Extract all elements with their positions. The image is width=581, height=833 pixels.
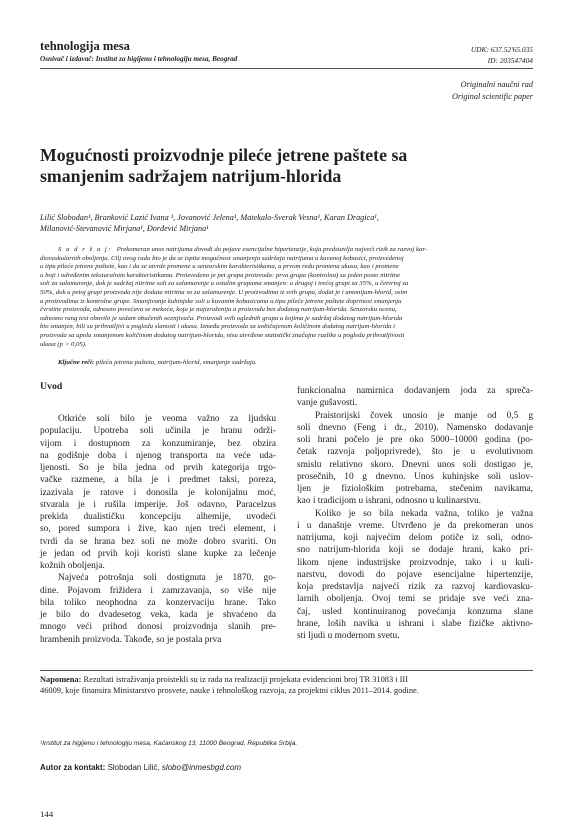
- text-line: bila toliko neophodna za konzervaciju hrane. Tako: [40, 597, 276, 608]
- text-line: funkcionalna namirnica dodavanjem joda za spreča-: [297, 386, 533, 396]
- text-line: kožnih oboljenja.: [40, 561, 105, 571]
- body-column-left: [40, 413, 276, 646]
- affiliation-footnote: ¹Institut za higijenu i tehnologiju mesa, Kaćanskog 13, 11000 Beograd, Republika Srbija.: [40, 740, 298, 747]
- text-line: soli dnevno (Feng i dr., 2010). Namensko dodavanje: [297, 422, 533, 433]
- text-line: izazivala je ratove i donosila je kolonijalnu moć,: [40, 487, 276, 498]
- text-line: na godišnje doba i njenog transporta na veće uda-: [40, 450, 276, 461]
- udk-code: UDK: 637.52'65.035: [470, 45, 533, 54]
- text-line: i u današnje vreme. Utvrđeno je da prekomeran unos: [297, 520, 533, 531]
- abstract-line: čvrstine proizvoda, odnosno povećava se mekoća, koja je najizraženija u proizvodu bez dodatog natrijum-hlorida. Senzorsku ocenu,: [40, 306, 397, 314]
- text-line: koja predstavlja najveći rizik za razvoj kardiovasku-: [297, 582, 533, 592]
- paragraph: [40, 413, 276, 572]
- text-line: vijom i dostupnom za konzumiranje, bez obzira: [40, 438, 276, 449]
- text-line: ljen je fiziološkim potrebama, stečenim navikama,: [297, 484, 533, 494]
- abstract-line: 50%, dok u petoj grupi proizvoda nije dodata nitritna so za salamurenje. U proizvodima iz svih grupa, dodat je i amonijum-hlorid, osim: [40, 288, 408, 296]
- text-line: tvrdi da se hrana bez soli ne može dobro svariti. On: [40, 536, 276, 547]
- title-line: Mogućnosti proizvodnje pileće jetrene paštete sa: [40, 145, 408, 165]
- text-line: stvarala je i rušila imperije. Još odavno, Paracelzus: [40, 499, 276, 510]
- abstract-line: u tipu pileće jetrene paštete, kao i da se utvrde promene u senzorskim karakteristikama, u prvom redu promena ukusa, kao i promene: [40, 263, 399, 271]
- authors-line: Lilić Slobodan¹, Branković Lazić Ivana ¹, Jovanović Jelena¹, Matekalo-Sverak Vesna¹, Karan Dragica¹,: [40, 213, 379, 222]
- paper-type-english: Original scientific paper: [452, 92, 533, 101]
- text-line: vanje gušavosti.: [297, 398, 358, 409]
- section-heading: Uvod: [40, 381, 63, 392]
- abstract-body: [40, 246, 427, 348]
- abstract-line: odnosno rang test obavilo je sedam obučenih ocenjivača. Proizvodi svih oglednih grupa u kojima je sadržaj dodatog natrijum-hlorida: [40, 314, 403, 322]
- page-number: 144: [40, 809, 54, 819]
- note-line: 46009, koje finansira Ministarstvo prosvete, nauke i tehnološkog razvoja, za projektni ciklus 2011–2014. godine.: [40, 686, 419, 695]
- text-line: populaciju. Upotreba soli učinila je hranu održi-: [40, 426, 276, 437]
- text-line: četak razvoja poljoprivrede), što je u evolutivnom: [297, 447, 533, 458]
- body-column-right: [297, 385, 533, 642]
- contact-label: Autor za kontakt:: [40, 763, 106, 772]
- text-line: smislu relativno skoro. Dnevni unos soli dostigao je,: [297, 459, 533, 470]
- abstract-line: proizvoda sa upola smanjenom količinom dodatog natrijum-hlorida, nisu utvrđene statistički značajne razlike u pogledu prihvatljivosti: [40, 331, 405, 339]
- text-line: ljenosti. So je bila jedna od prvih kategorija trgo-: [40, 463, 276, 473]
- paragraph: [40, 572, 276, 646]
- text-line: je bilo do dvadesetog veka, kada je shvaćeno da: [40, 610, 276, 620]
- text-line: prekida dualističku koncepciju alhemije, uvodeći: [40, 512, 276, 522]
- contact-author: [40, 763, 241, 772]
- text-line: Koliko je so bila nekada važna, toliko je važna: [315, 508, 533, 519]
- paragraph: [297, 385, 533, 410]
- keywords-text: pileća jetrena pašteta, natrijum-hlorid, smanjenje sadržaja.: [94, 359, 257, 366]
- header-rule: [40, 68, 533, 69]
- abstract-line: u proizvodima iz kontrolne grupe. Smanjivanje kuhinjske soli u kuvanim kobasicama u tipu pileće jetrene paštete doprinosi smanjenju: [40, 297, 402, 305]
- title-line: smanjenim sadržajem natrijum-hlorida: [40, 166, 342, 186]
- text-line: vačke razmene, a bila je i predmet taksi, poreza,: [40, 475, 276, 486]
- abstract-line: ukusa (p > 0,05).: [40, 340, 87, 348]
- note-line: Rezultati istraživanja proistekli su iz rada na realizaciji projekata evidencioni broj TR 31083 i III: [81, 675, 409, 684]
- contact-email[interactable]: slobo@inmesbgd.com: [161, 763, 242, 772]
- text-line: Najveća potrošnja soli dostignuta je 1870. go-: [58, 573, 276, 584]
- abstract-lead: S a d r ž a j:: [58, 246, 113, 253]
- abstract-line: diovaskularnih oboljenja. Cilj ovog rada bio je da se ispita mogućnost smanjenja sadržaja natrijuma u kuvanoj kobasici, proizvedenoj: [40, 254, 404, 262]
- text-line: narstvu, dovodi do pojave esencijalne hipertenzije,: [297, 569, 533, 580]
- text-line: čaj, usled kontinuiranog povećanja konzuma slane: [297, 606, 533, 617]
- text-line: prosečnih, 10 g dnevno. Unos kuhinjske soli uslov-: [297, 471, 533, 482]
- abstract-line: soli za salamurenje, dok je sadržaj nitritne soli za salamurenje u ostalim grupama smanjen: u drugoj i trećoj grupi za 35%, u četvrtoj za: [40, 280, 409, 288]
- abstract-line: Prekomeran unos natrijuma dovodi do pojave esencijalne hipertenzije, koja predstavlja najveći rizik za razvoj kar-: [116, 246, 428, 253]
- text-line: kao i tradicijom u ishrani, odnosno u kulinarstvu.: [297, 496, 481, 507]
- abstract-line: bio smanjen, bili su prihvatljivi u pogledu slanosti i ukusa. Između proizvoda sa uobičajenom količinom dodatog natrijum-hlorida i: [40, 323, 396, 331]
- funding-note: [40, 670, 533, 696]
- article-title: [40, 145, 535, 187]
- note-label: Napomena:: [40, 675, 82, 684]
- keywords-label: Ključne reči:: [58, 359, 95, 366]
- text-line: so, pored sumpora i žive, kao njen treći element, i: [40, 524, 276, 535]
- text-line: larnih oboljenja. Ovoj temi se pridaje sve veći zna-: [297, 594, 533, 605]
- paragraph: [297, 508, 533, 643]
- text-line: hrane, loših navika u ishrani i slabe fizičke aktivno-: [297, 618, 533, 629]
- text-line: natrijuma, koji najvećim delom potiče iz soli, odno-: [297, 533, 533, 543]
- text-line: hrambenih proizvoda. Takođe, so je postala prva: [40, 634, 222, 645]
- text-line: Praistorijski čovek unosio je manje od 0,5 g: [315, 410, 533, 421]
- text-line: likom njene industrijske proizvodnje, tako i u kuli-: [297, 557, 533, 568]
- text-line: Otkriće soli bilo je veoma važno za ljudsku: [58, 414, 276, 424]
- keywords: [58, 359, 257, 366]
- text-line: sno natrijum-hlorida koji se dodaje hrani, kako pri-: [297, 545, 533, 556]
- id-number: ID: 203547404: [487, 56, 533, 65]
- authors-line: Milanović-Stevanović Mirjana¹, Đorđević Mirjana¹: [40, 224, 209, 233]
- journal-name: tehnologija mesa: [40, 39, 130, 53]
- text-line: sti ljudi u modernom svetu.: [297, 631, 400, 641]
- author-list: [40, 212, 535, 234]
- publisher-line: Osnivač i izdavač: Institut za higijenu i tehnologiju mesa, Beograd: [40, 55, 238, 63]
- paper-type-serbian: Originalni naučni rad: [460, 80, 533, 89]
- paragraph: [297, 410, 533, 508]
- abstract-line: u boji i određenim teksturalnim karakteristikama. Proizvedeno je pet grupa proizvoda: prva grupa (kontrolna) sa jeden posto nitritne: [40, 271, 401, 279]
- text-line: dine. Pojavom frižidera i zamrzavanja, so više nije: [40, 585, 276, 596]
- text-line: soli hrani počelo je pre oko 5000–10000 godina (po-: [297, 435, 533, 445]
- contact-name: Slobodan Lilić,: [105, 763, 162, 772]
- text-line: je jedan od prvih koji koristi slane kupke za lečenje: [40, 548, 276, 559]
- abstract: [40, 246, 533, 349]
- text-line: mnogo veći prihod donosi proizvodnja slanih pre-: [40, 622, 276, 633]
